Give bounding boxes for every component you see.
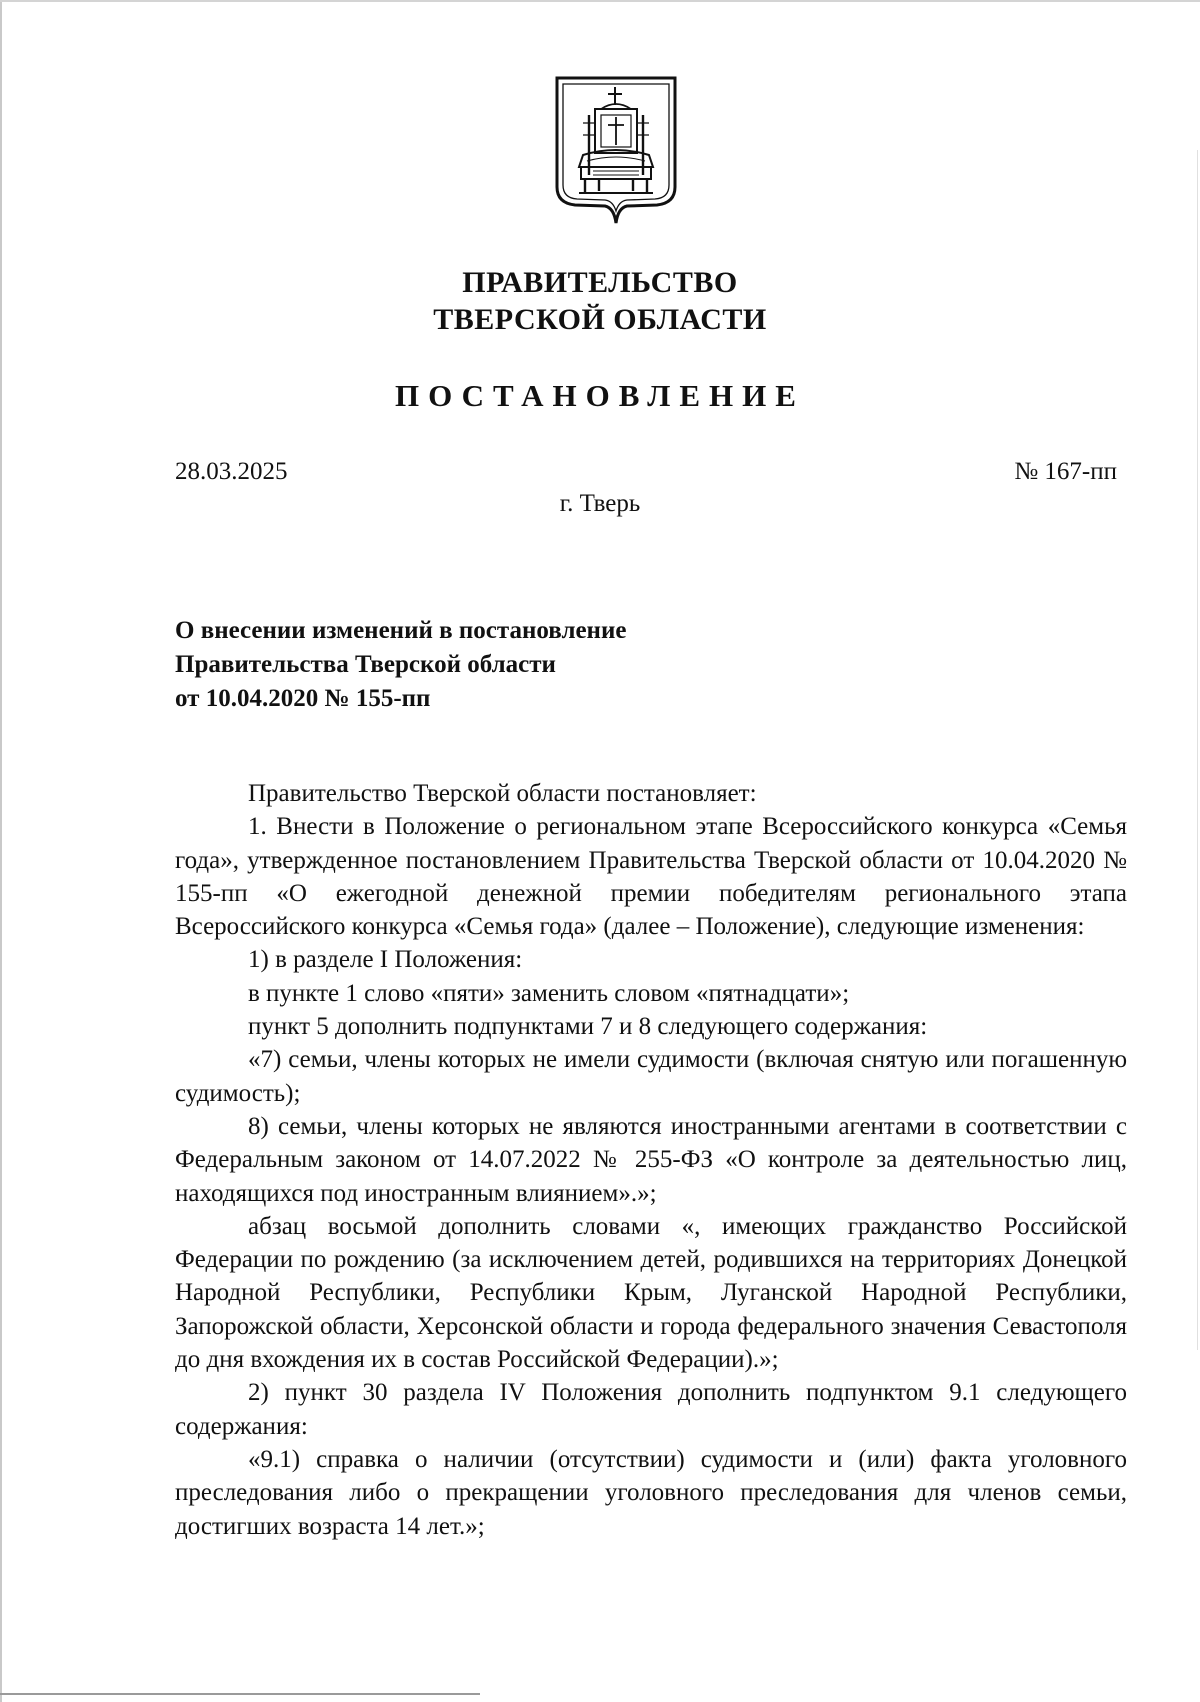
body-paragraph: в пункте 1 слово «пяти» заменить словом «пятнадцати»; bbox=[248, 979, 850, 1007]
scan-edge bbox=[0, 0, 2, 1702]
document-body bbox=[175, 777, 1127, 1543]
document-subject bbox=[175, 614, 875, 716]
body-paragraph: 1. Внести в Положение о региональном этапе Всероссийского конкурса «Семья года», утвержденное постановлением Правительства Тверской области от 10.04.2020 № 155-пп «О ежегодной денежной премии победителям регионального этапа Всероссийского конкурса «Семья года» (далее – Положение), следующие изменения: bbox=[175, 813, 1127, 941]
scan-edge bbox=[0, 1693, 480, 1695]
subject-line: Правительства Тверской области bbox=[175, 651, 556, 678]
body-paragraph: абзац восьмой дополнить словами «, имеющих гражданство Российской Федерации по рождению (за исключением детей, родившихся на территориях Донецкой Народной Республики, Республики Крым, Луганской Народной Республики, Запорожской области, Херсонской области и города федерального значения Севастополя до дня вхождения их в состав Российской Федерации).»; bbox=[175, 1212, 1127, 1374]
body-paragraph: пункт 5 дополнить подпунктами 7 и 8 следующего содержания: bbox=[248, 1013, 928, 1041]
document-type: ПОСТАНОВЛЕНИЕ bbox=[395, 378, 805, 413]
body-paragraph: 2) пункт 30 раздела IV Положения дополнить подпунктом 9.1 следующего содержания: bbox=[175, 1379, 1127, 1440]
org-name-line2: ТВЕРСКОЙ ОБЛАСТИ bbox=[433, 303, 767, 336]
subject-line: О внесении изменений в постановление bbox=[175, 617, 627, 644]
subject-line: от 10.04.2020 № 155-пп bbox=[175, 685, 431, 712]
body-paragraph: «7) семьи, члены которых не имели судимости (включая снятую или погашенную судимость); bbox=[175, 1046, 1127, 1107]
body-paragraph: 1) в разделе I Положения: bbox=[248, 946, 523, 974]
body-paragraph: 8) семьи, члены которых не являются иностранными агентами в соответствии с Федеральным законом от 14.07.2022 № 255-ФЗ «О контроле за деятельностью лиц, находящихся под иностранным влиянием».»; bbox=[175, 1112, 1127, 1207]
document-date: 28.03.2025 bbox=[175, 458, 288, 485]
org-name-line1: ПРАВИТЕЛЬСТВО bbox=[462, 266, 738, 299]
document-number: № 167-пп bbox=[1014, 458, 1117, 485]
body-paragraph: «9.1) справка о наличии (отсутствии) судимости и (или) факта уголовного преследования либо о прекращении уголовного преследования для членов семьи, достигших возраста 14 лет.»; bbox=[175, 1445, 1127, 1540]
document-city: г. Тверь bbox=[559, 490, 641, 517]
body-paragraph: Правительство Тверской области постановляет: bbox=[248, 780, 757, 807]
scan-edge bbox=[0, 0, 1200, 2]
tver-coat-of-arms-icon bbox=[553, 75, 679, 227]
